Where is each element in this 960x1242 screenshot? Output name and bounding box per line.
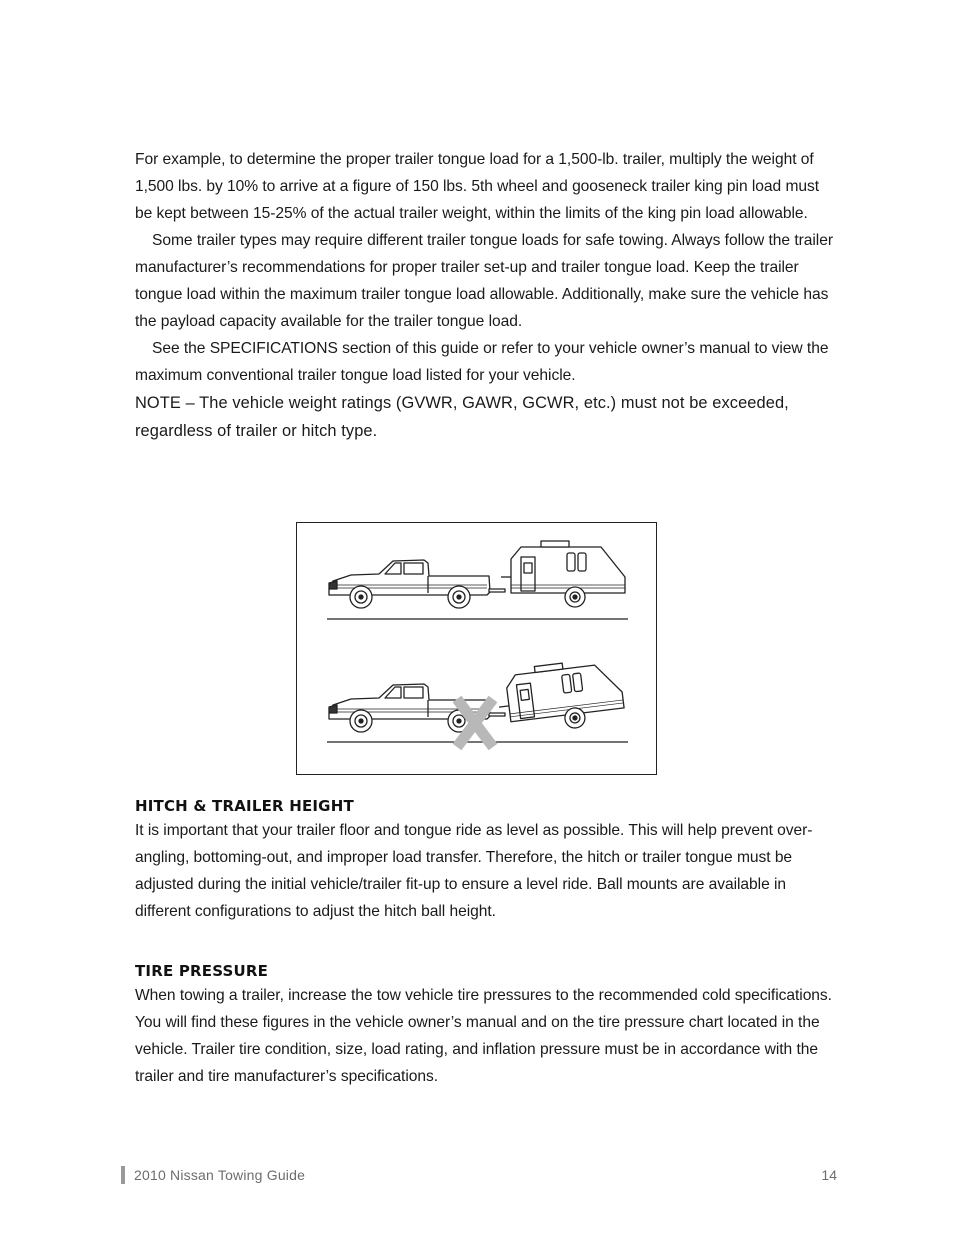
tire-paragraph: When towing a trailer, increase the tow vehicle tire pressures to the recommended cold specifications. You will find these figures in the vehicle owner’s manual and on the tire pressure chart located in the vehicle. Trailer tire condition, size, load rating, and inflation pressure must be in accordance with the trailer and tire manufacturer’s specifications. xyxy=(135,987,832,1085)
intro-section xyxy=(135,146,835,445)
hitch-heading: HITCH & TRAILER HEIGHT xyxy=(135,797,354,815)
tire-heading: TIRE PRESSURE xyxy=(135,962,269,980)
intro-paragraph-2: Some trailer types may require different trailer tongue loads for safe towing. Always follow the trailer manufacturer’s recommendations for proper trailer set-up and trailer tongue load. Keep the trailer tongue load within the maximum trailer tongue load allowable. Additionally, make sure the vehicle has the payload capacity available for the trailer tongue load. xyxy=(135,232,833,330)
footer-bar xyxy=(121,1166,125,1184)
tire-section xyxy=(135,960,835,1090)
hitch-paragraph: It is important that your trailer floor and tongue ride as level as possible. This will help prevent over-angling, bottoming-out, and improper load transfer. Therefore, the hitch or trailer tongue must be adjusted during the initial vehicle/trailer fit-up to ensure a level ride. Ball mounts are available in different configurations to adjust the hitch ball height. xyxy=(135,822,813,920)
trailer-level-illustration xyxy=(296,522,657,775)
level-trailer-drawing xyxy=(327,541,628,619)
truck-trailer-drawing xyxy=(297,523,656,774)
weight-rating-note: NOTE – The vehicle weight ratings (GVWR, GAWR, GCWR, etc.) must not be exceeded, regardless of trailer or hitch type. xyxy=(135,394,789,440)
intro-paragraph-1: For example, to determine the proper trailer tongue load for a 1,500-lb. trailer, multiply the weight of 1,500 lbs. by 10% to arrive at a figure of 150 lbs. 5th wheel and gooseneck trailer king pin load must be kept between 15-25% of the actual trailer weight, within the limits of the king pin load allowable. xyxy=(135,151,820,222)
page-number: 14 xyxy=(821,1167,837,1183)
intro-paragraph-3: See the SPECIFICATIONS section of this guide or refer to your vehicle owner’s manual to view the maximum conventional trailer tongue load listed for your vehicle. xyxy=(135,340,829,384)
page-footer xyxy=(121,1164,837,1186)
hitch-section xyxy=(135,795,835,925)
footer-title: 2010 Nissan Towing Guide xyxy=(134,1167,306,1183)
